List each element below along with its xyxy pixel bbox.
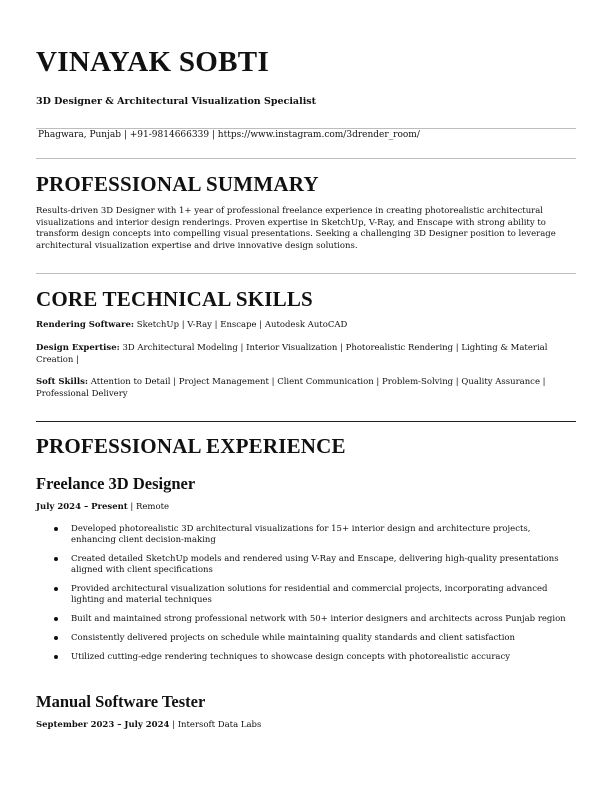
bullet-icon — [54, 557, 58, 561]
bullet-text: Utilized cutting-edge rendering techniques to showcase design concepts with photorealistic accuracy — [71, 652, 511, 662]
contact-line: Phagwara, Punjab | +91-9814666339 | https://www.instagram.com/3drender_room/ — [38, 130, 420, 140]
list-item — [36, 524, 576, 546]
job-bullets — [36, 524, 576, 671]
section-title-skills: CORE TECHNICAL SKILLS — [36, 287, 313, 311]
bullet-icon — [54, 527, 58, 531]
job-title: Freelance 3D Designer — [36, 474, 196, 493]
bullet-text: Provided architectural visualization solutions for residential and commercial projects, incorporating advanced lighting and material techniques — [71, 584, 548, 605]
divider — [36, 158, 576, 159]
summary-text: Results-driven 3D Designer with 1+ year of professional freelance experience in creating photorealistic architectural visualizations and interior design renderings. Proven expertise in SketchUp, V-Ray, and Enscape with strong ability to transform design concepts into compelling visual presentations. Seeking a challenging 3D Designer position to leverage architectural visualization expertise and drive innovative design solutions. — [36, 206, 556, 251]
bullet-text: Built and maintained strong professional network with 50+ interior designers and architects across Punjab region — [71, 614, 566, 624]
job-meta — [36, 720, 261, 730]
skill-row-rendering — [36, 320, 576, 332]
skill-row-soft — [36, 377, 576, 400]
list-item — [36, 633, 576, 644]
list-item — [36, 652, 576, 663]
job-meta — [36, 502, 169, 512]
skill-label: Design Expertise: — [36, 343, 120, 353]
job-title: Manual Software Tester — [36, 692, 206, 711]
bullet-text: Consistently delivered projects on schedule while maintaining quality standards and client satisfaction — [71, 633, 516, 643]
bullet-icon — [54, 655, 58, 659]
job-location: | Intersoft Data Labs — [169, 720, 262, 730]
job-dates: September 2023 – July 2024 — [36, 720, 170, 730]
section-title-experience: PROFESSIONAL EXPERIENCE — [36, 434, 346, 458]
skill-label: Soft Skills: — [36, 377, 88, 387]
divider — [36, 128, 576, 129]
candidate-name: VINAYAK SOBTI — [36, 46, 270, 78]
bullet-text: Created detailed SketchUp models and rendered using V-Ray and Enscape, delivering high-quality presentations aligned with client specifications — [71, 554, 559, 575]
skill-value: Attention to Detail | Project Management | Client Communication | Problem-Solving | Quality Assurance | Professional Delivery — [36, 377, 546, 399]
skill-label: Rendering Software: — [36, 320, 135, 330]
bullet-icon — [54, 636, 58, 640]
divider — [36, 273, 576, 274]
skill-value: 3D Architectural Modeling | Interior Visualization | Photorealistic Rendering | Lighting & Material Creation | — [36, 343, 548, 365]
bullet-icon — [54, 617, 58, 621]
list-item — [36, 554, 576, 576]
candidate-headline: 3D Designer & Architectural Visualization Specialist — [36, 96, 317, 107]
skill-row-design — [36, 343, 576, 366]
list-item — [36, 614, 576, 625]
section-title-summary: PROFESSIONAL SUMMARY — [36, 172, 319, 196]
job-dates: July 2024 – Present — [36, 502, 128, 512]
skill-value: SketchUp | V-Ray | Enscape | Autodesk AutoCAD — [134, 320, 348, 330]
job-location: | Remote — [127, 502, 170, 512]
bullet-icon — [54, 587, 58, 591]
divider — [36, 421, 576, 422]
bullet-text: Developed photorealistic 3D architectural visualizations for 15+ interior design and architecture projects, enhancing client decision-making — [71, 524, 531, 545]
list-item — [36, 584, 576, 606]
